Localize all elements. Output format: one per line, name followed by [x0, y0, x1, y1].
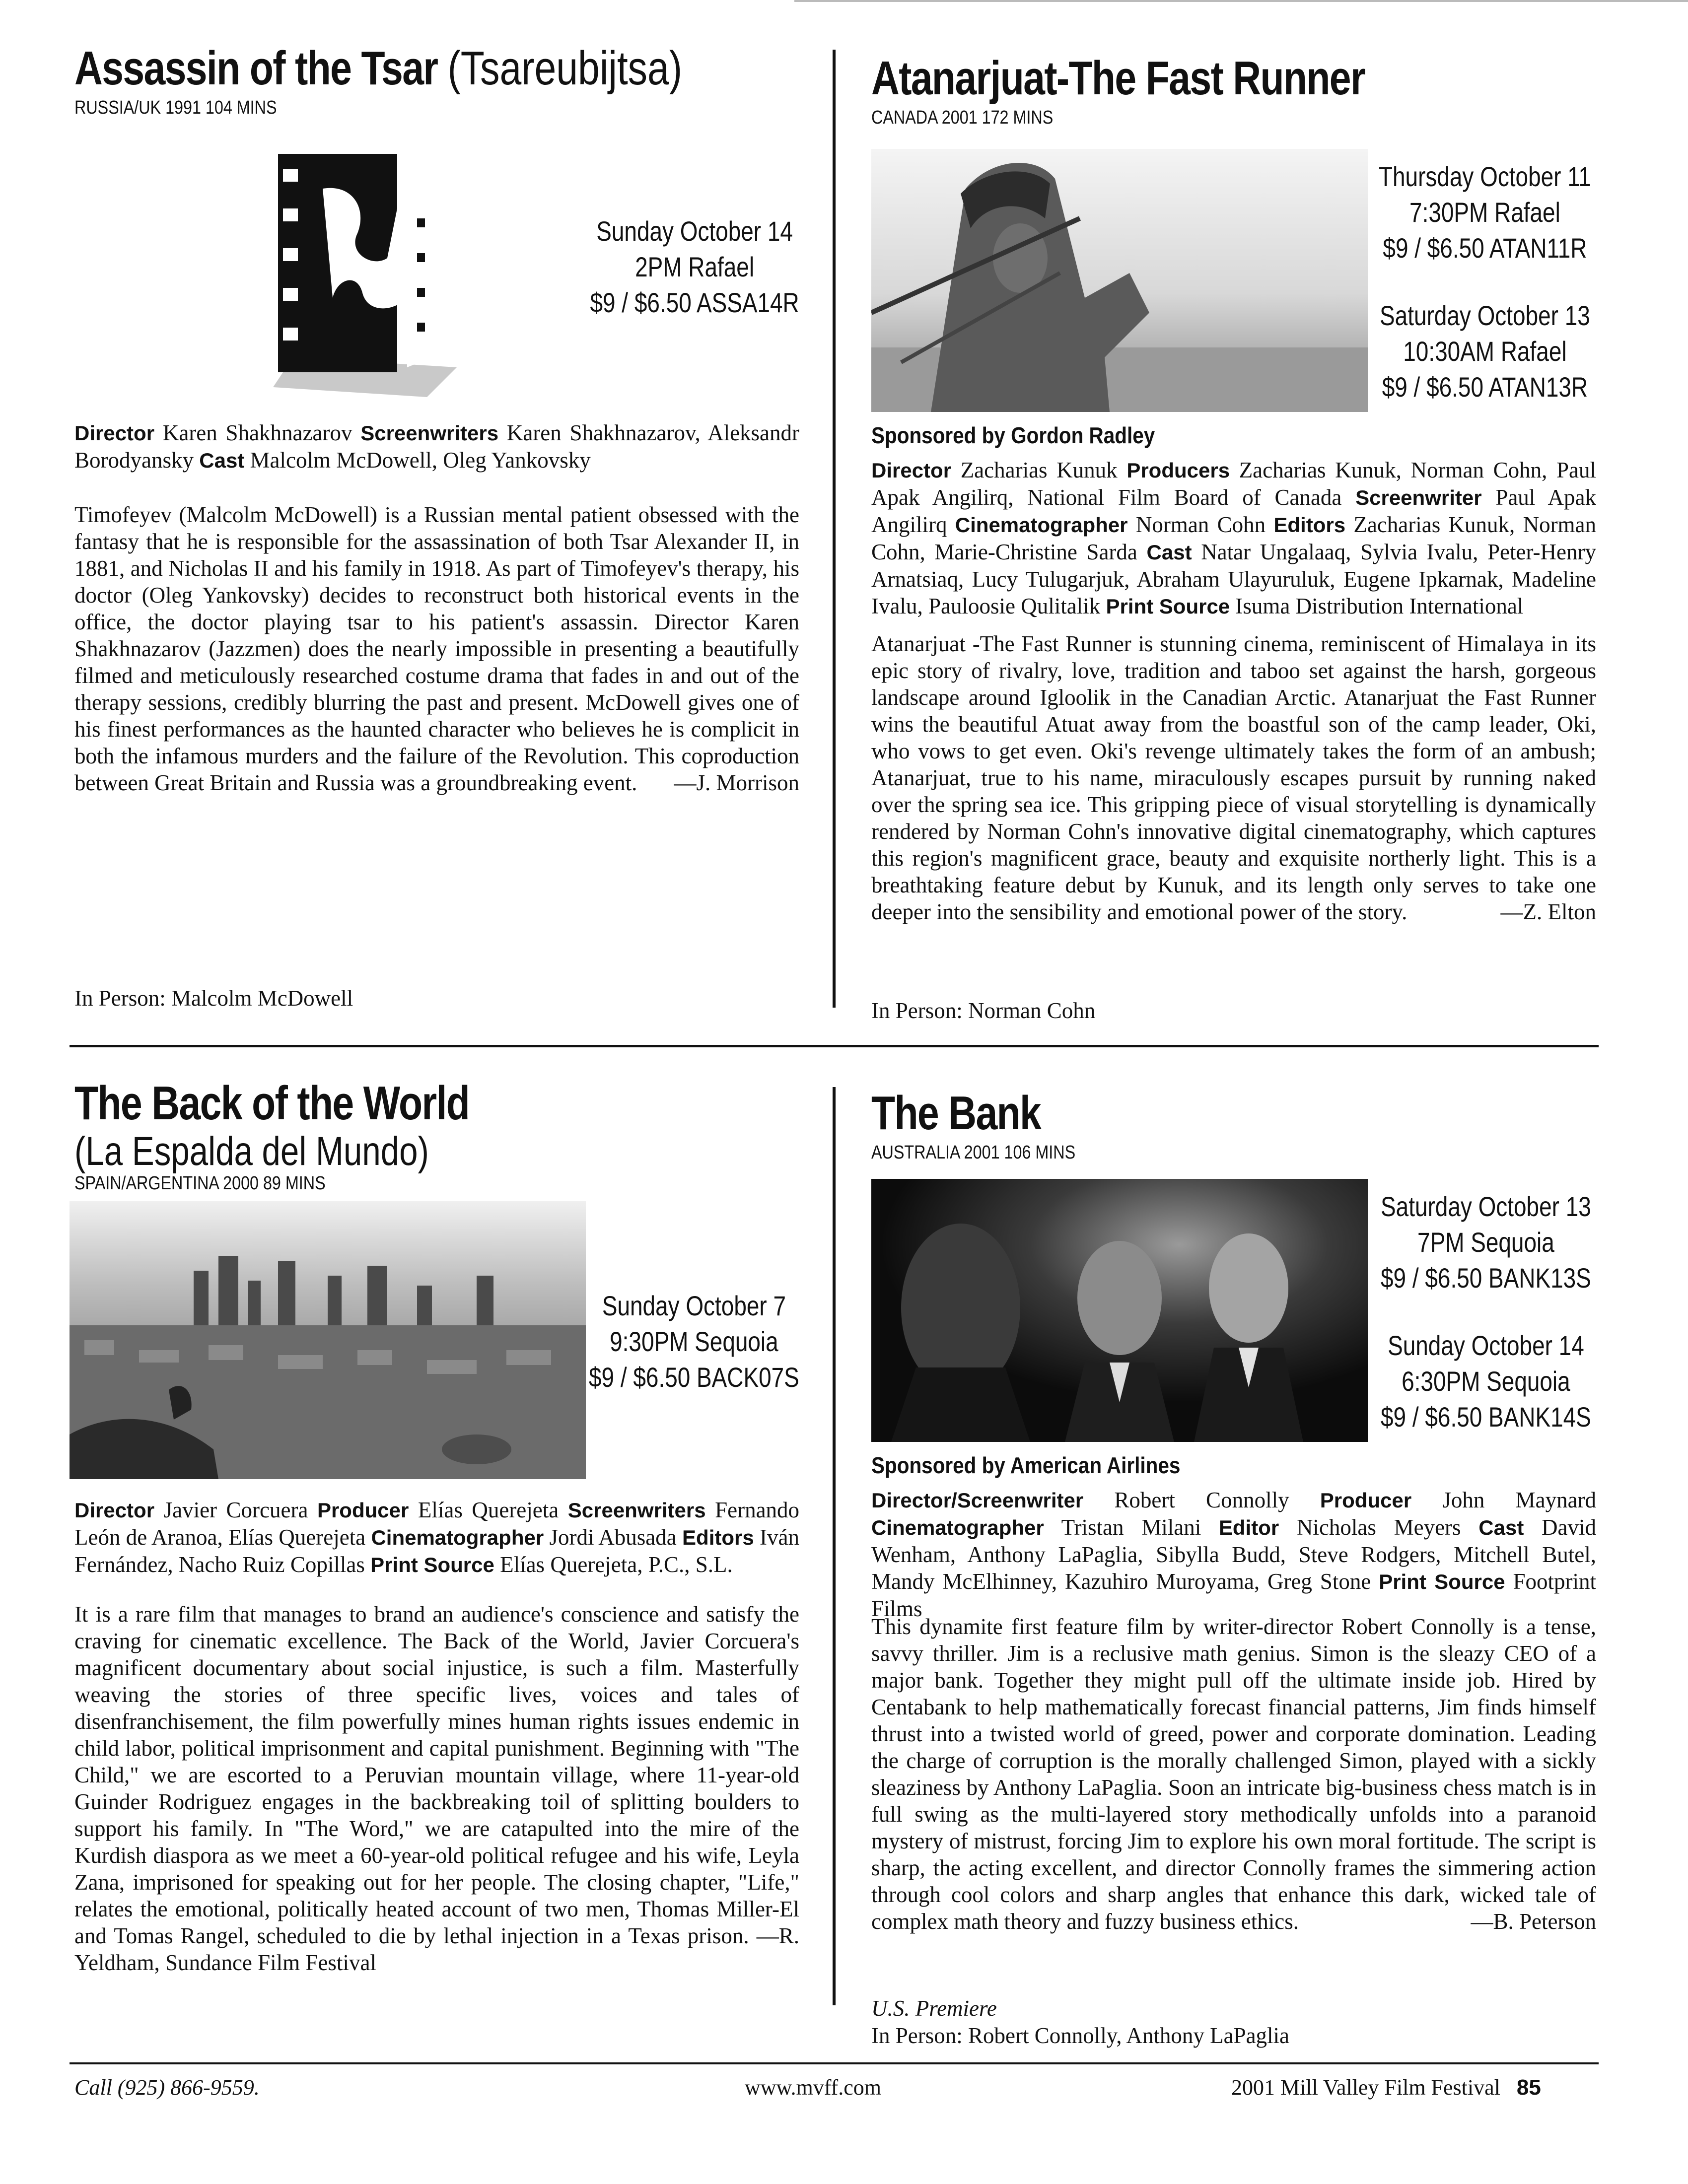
showtime-price-code: $9 / $6.50 BANK13S [1381, 1262, 1591, 1294]
column-divider-top [833, 50, 836, 1008]
showtime-date: Sunday October 14 [1388, 1330, 1584, 1361]
showtimes-the-bank [1381, 1189, 1591, 1435]
column-divider-bottom [833, 1087, 836, 2005]
top-rule [794, 0, 1688, 7]
showtimes-assassin [590, 213, 799, 321]
film-meta: SPAIN/ARGENTINA 2000 89 MINS [74, 1173, 326, 1194]
showtime-price-code: $9 / $6.50 BANK14S [1381, 1401, 1591, 1433]
description-back-of-the-world: It is a rare film that manages to brand an audience's conscience and satisfy the craving for cinematic excellence. The Back of the World, Javier Corcuera's magnificent documentary about social injustice, is such a film. Masterfully weaving the stories of three specific lives, voices and tales of disenfranchisement, the film powerfully mines human rights issues endemic in child labor, political imprisonment and capital punishment. Beginning with "The Child," we are escorted to a Peruvian mountain village, where 11-year-old Guinder Rodriguez engages in the backbreaking toil of splitting boulders to support his family. In "The Word," we are catapulted into the mire of the Kurdish diaspora as we meet a 60-year-old political refugee and his wife, Leyla Zana, imprisoned for speaking out for her people. The closing chapter, "Life," relates the emotional, politically heated account of two men, Thomas Miller-El and Tomas Rangel, scheduled to die by lethal injection in a Texas prison. —R. Yeldham, Sundance Film Festival [74, 1602, 799, 1975]
showtime-time-venue: 7:30PM Rafael [1409, 197, 1560, 228]
description-assassin: Timofeyev (Malcolm McDowell) is a Russian mental patient obsessed with the fantasy that he is responsible for the assassination of both Tsar Alexander II, in 1881, and Nicholas II and his family in 1918. As part of Timofeyev's therapy, his doctor (Oleg Yankovsky) decides to reconstruct both historical events in the office, the doctor playing tsar to his patient's assassin. Director Karen Shakhnazarov (Jazzmen) does the nearly impossible in presenting a beautifully filmed and meticulously researched costume drama that fades in and out of the therapy sessions, credibly blurring the past and present. McDowell gives one of his finest performances as the haunted character who believes he is complicit in both the infamous murders and the failure of the Revolution. This coproduction between Great Britain and Russia was a groundbreaking event. —J. Morrison [74, 502, 799, 795]
film-logo-image [263, 149, 462, 397]
in-person-the-bank: In Person: Robert Connolly, Anthony LaPaglia [871, 2023, 1290, 2048]
description-the-bank: This dynamite first feature film by writer-director Robert Connolly is a tense, savvy thriller. Jim is a reclusive math genius. Simon is the sleazy CEO of a major bank. Together they might pull off the ultimate inside job. Hired by Centabank to help mathematically forecast financial patterns, Jim finds himself thrust into a twisted world of greed, power and corporate domination. Leading the charge of corruption is the morally challenged Simon, played with a sickly sleaziness by Anthony LaPaglia. Soon an intricate big-business chess match is in full swing as the multi-layered story methodically unfolds into a paranoid mystery of mistrust, forcing Jim to explore his own moral fortitude. The script is sharp, the acting excellent, and director Connolly frames the simmering action through cool colors and sharp angles that enhance this dark, wicked tale of complex math theory and fuzzy business ethics. —B. Peterson [871, 1614, 1596, 1934]
showtime-time-venue: 2PM Rafael [635, 251, 755, 282]
credits-the-bank: Director/Screenwriter Robert Connolly Producer John Maynard Cinematographer Tristan Milani Editor Nicholas Meyers Cast David Wenham, Anthony LaPaglia, Sibylla Budd, Steve Rodgers, Mitchell Butel, Mandy McElhinney, Kazuhiro Muroyama, Greg Stone Print Source Footprint Films [871, 1488, 1597, 1621]
film-assassin-of-the-tsar [74, 42, 804, 119]
showtime[interactable] [1381, 1328, 1591, 1435]
footer-website[interactable]: www.mvff.com [745, 2075, 881, 2100]
credits-atanarjuat: Director Zacharias Kunuk Producers Zacharias Kunuk, Norman Cohn, Paul Apak Angilirq, National Film Board of Canada Screenwriter Paul Apak Angilirq Cinematographer Norman Cohn Editors Zacharias Kunuk, Norman Cohn, Marie-Christine Sarda Cast Natar Ungalaaq, Sylvia Ivalu, Peter-Henry Arnatsiaq, Lucy Tulugarjuk, Abraham Ulayuruluk, Eugene Ipkarnak, Madeline Ivalu, Pauloosie Qulitalik Print Source Isuma Distribution International [871, 458, 1597, 618]
showtime-time-venue: 7PM Sequoia [1417, 1227, 1554, 1258]
showtime-date: Sunday October 7 [602, 1290, 786, 1321]
page-number: 85 [1516, 2075, 1541, 2100]
footer-phone: Call (925) 866-9559. [74, 2075, 260, 2100]
description-atanarjuat: Atanarjuat -The Fast Runner is stunning cinema, reminiscent of Himalaya in its epic story of rivalry, love, tradition and taboo set against the harsh, gorgeous landscape around Igloolik in the Canadian Arctic. Atanarjuat the Fast Runner wins the beautiful Atuat away from the boastful son of the camp leader, Oki, who vows to get even. Oki's revenge ultimately takes the form of an ambush; Atanarjuat, true to his name, miraculously escapes pursuit by running naked over the spring sea ice. This gripping piece of visual storytelling is dynamically rendered by Norman Cohn's innovative digital cinematography, which captures this region's magnificent grace, beauty and exquisite northerly light. This is a breathtaking feature debut by Kunuk, and its length only serves to take one deeper into the sensibility and emotional power of the story. —Z. Elton [871, 631, 1596, 924]
sponsor-atanarjuat: Sponsored by Gordon Radley [871, 422, 1155, 448]
review-author: —R. Yeldham, Sundance Film Festival [74, 1923, 799, 1975]
showtime-price-code: $9 / $6.50 ASSA14R [590, 287, 799, 318]
showtime[interactable] [1381, 1189, 1591, 1296]
review-author: —J. Morrison [674, 770, 799, 795]
film-title: The Bank [871, 1087, 1041, 1140]
showtime[interactable] [589, 1288, 799, 1395]
film-meta: AUSTRALIA 2001 106 MINS [871, 1142, 1076, 1163]
showtime-price-code: $9 / $6.50 ATAN13R [1382, 371, 1588, 403]
showtime[interactable] [590, 213, 799, 321]
showtimes-back-of-the-world [589, 1288, 799, 1395]
showtime-time-venue: 10:30AM Rafael [1403, 336, 1567, 367]
review-author: —Z. Elton [1500, 899, 1596, 924]
film-still-image [871, 149, 1368, 412]
film-title: Assassin of the Tsar (Tsareubijtsa) [74, 42, 683, 95]
film-meta: RUSSIA/UK 1991 104 MINS [74, 97, 277, 118]
showtime-date: Sunday October 14 [596, 215, 793, 247]
sponsor-the-bank: Sponsored by American Airlines [871, 1452, 1181, 1478]
showtime-time-venue: 9:30PM Sequoia [610, 1326, 778, 1357]
section-divider [70, 1045, 1599, 1047]
footer-rule [70, 2062, 1599, 2064]
in-person-assassin: In Person: Malcolm McDowell [74, 986, 353, 1011]
original-title: (Tsareubijtsa) [447, 42, 683, 95]
film-meta: CANADA 2001 172 MINS [871, 107, 1054, 128]
showtime[interactable] [1379, 159, 1591, 266]
original-title: (La Espalda del Mundo) [74, 1129, 429, 1174]
showtime-date: Saturday October 13 [1381, 1191, 1591, 1222]
showtime-date: Thursday October 11 [1379, 161, 1591, 192]
showtime-price-code: $9 / $6.50 ATAN11R [1383, 232, 1587, 264]
film-title: Atanarjuat-The Fast Runner [871, 52, 1365, 105]
credits-back-of-the-world: Director Javier Corcuera Producer Elías Querejeta Screenwriters Fernando León de Aranoa, Elías Querejeta Cinematographer Jordi Abusada Editors Iván Fernández, Nacho Ruiz Copillas Print Source Elías Querejeta, P.C., S.L. [74, 1498, 800, 1577]
film-still-image [871, 1179, 1368, 1442]
film-atanarjuat [871, 52, 1616, 129]
premiere-note: U.S. Premiere [871, 1996, 997, 2021]
showtime[interactable] [1379, 298, 1591, 405]
credits-assassin: Director Karen Shakhnazarov Screenwriters Karen Shakhnazarov, Aleksandr Borodyansky Cast Malcolm McDowell, Oleg Yankovsky [74, 420, 800, 473]
film-still-image [70, 1201, 586, 1479]
review-author: —B. Peterson [1471, 1909, 1596, 1934]
film-back-of-the-world [74, 1077, 804, 1194]
in-person-atanarjuat: In Person: Norman Cohn [871, 998, 1096, 1023]
film-the-bank [871, 1087, 1616, 1163]
showtime-time-venue: 6:30PM Sequoia [1402, 1365, 1570, 1397]
showtimes-atanarjuat [1379, 159, 1591, 405]
showtime-price-code: $9 / $6.50 BACK07S [589, 1362, 799, 1393]
film-title: The Back of the World [74, 1077, 470, 1130]
showtime-date: Saturday October 13 [1380, 300, 1590, 331]
footer-festival: 2001 Mill Valley Film Festival 85 [1231, 2075, 1541, 2100]
